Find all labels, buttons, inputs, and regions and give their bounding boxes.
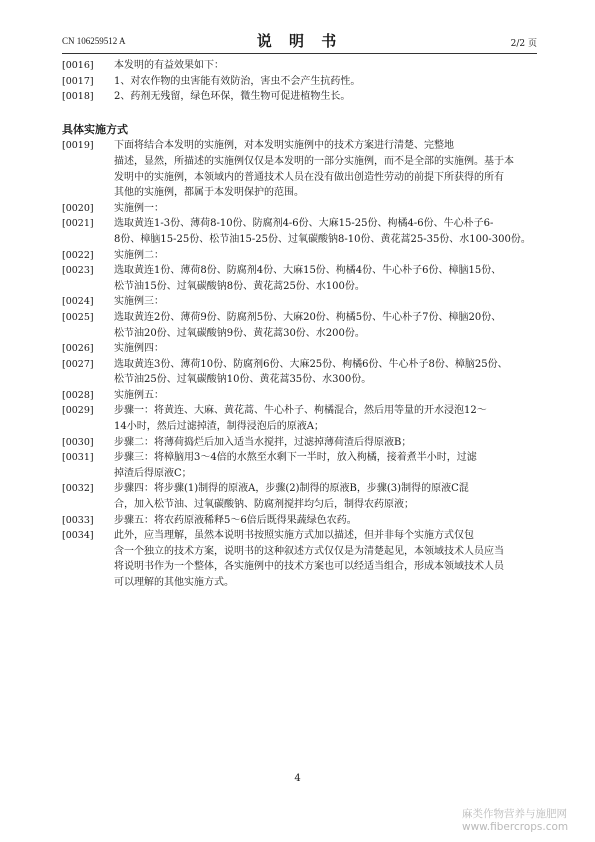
paragraph bbox=[62, 310, 537, 341]
paragraph-number: [0026] bbox=[62, 343, 94, 355]
paragraph-text: 2、药剂无残留，绿色环保，微生物可促进植物生长。 bbox=[114, 91, 351, 103]
paragraph-number: [0031] bbox=[62, 452, 94, 464]
paragraph bbox=[62, 74, 537, 90]
paragraph-number: [0024] bbox=[62, 296, 94, 308]
paragraph-text: 下面将结合本发明的实施例，对本发明实施例中的技术方案进行清楚、完整地 描述，显然，所描述的实施例仅仅是本发明的一部分实施例，而不是全部的实施例。基于本 发明中的实施例，本领域内的普通技术人员在没有做出创造性劳动的前提下所获得的所有 其他的实施例，都属于本发明保护的范围。 bbox=[114, 140, 514, 199]
patent-number: CN 106259512 A bbox=[62, 36, 126, 46]
paragraph-text: 1、对农作物的虫害能有效防治，害虫不会产生抗药性。 bbox=[114, 75, 361, 87]
paragraph-number: [0032] bbox=[62, 483, 94, 495]
paragraph bbox=[62, 403, 537, 434]
paragraph-number: [0025] bbox=[62, 311, 94, 323]
page-header bbox=[62, 26, 537, 52]
paragraph bbox=[62, 138, 537, 200]
paragraph-text: 实施例二： bbox=[114, 249, 164, 261]
paragraph-text: 步骤四：将步骤(1)制得的原液A，步骤(2)制得的原液B，步骤(3)制得的原液C混 合，加入松节油、过氧碳酸钠、防腐剂搅拌均匀后，制得农药原液； bbox=[114, 483, 469, 511]
paragraph-number: [0020] bbox=[62, 202, 94, 214]
paragraph bbox=[62, 89, 537, 105]
paragraph-text: 选取黄连1-3份、薄荷8-10份、防腐剂4-6份、大麻15-25份、枸橘4-6份、牛心朴子6- 8份、樟脑15-25份、松节油15-25份、过氧碳酸钠8-10份、黄花蒿25-35份、水100-300份。 bbox=[114, 218, 531, 245]
page-info: 2/2 页 bbox=[510, 39, 537, 49]
paragraph bbox=[62, 357, 537, 388]
paragraph-number: [0029] bbox=[62, 405, 94, 417]
paragraph-number: [0034] bbox=[62, 530, 94, 542]
paragraph-number: [0023] bbox=[62, 265, 94, 277]
paragraph-text: 实施例三： bbox=[114, 296, 164, 308]
paragraph-text: 步骤三：将樟脑用3～4倍的水熬至水剩下一半时，放入枸橘，接着煮半小时，过滤 掉渣后得原液C； bbox=[114, 452, 477, 479]
section-heading: 具体实施方式 bbox=[62, 122, 128, 136]
paragraph-text: 实施例五： bbox=[114, 389, 164, 401]
paragraph bbox=[62, 513, 537, 529]
watermark-title: 麻类作物营养与施肥网 bbox=[462, 808, 567, 820]
page-number: 4 bbox=[294, 773, 301, 784]
paragraph bbox=[62, 216, 537, 247]
paragraph bbox=[62, 58, 537, 74]
paragraph-text: 选取黄连3份、薄荷10份、防腐剂6份、大麻25份、枸橘6份、牛心朴子8份、樟脑25份、 松节油25份、过氧碳酸钠10份、黄花蒿35份、水300份。 bbox=[114, 358, 508, 386]
paragraph-number: [0030] bbox=[62, 436, 94, 448]
paragraph-number: [0021] bbox=[62, 218, 94, 230]
document-body bbox=[62, 58, 537, 591]
paragraph-number: [0033] bbox=[62, 514, 94, 526]
watermark bbox=[462, 808, 568, 834]
paragraph bbox=[62, 248, 537, 264]
embodiment-paragraphs bbox=[62, 138, 537, 590]
paragraph-text: 步骤一：将黄连、大麻、黄花蒿、牛心朴子、枸橘混合，然后用等量的开水浸泡12～ 14小时，然后过滤掉渣，制得浸泡后的原液A； bbox=[114, 405, 487, 433]
paragraph-text: 选取黄连2份、薄荷9份、防腐剂5份、大麻20份、枸橘5份、牛心朴子7份、樟脑20份、 松节油20份、过氧碳酸钠9份、黄花蒿30份、水200份。 bbox=[114, 311, 502, 339]
paragraph bbox=[62, 294, 537, 310]
paragraph-text: 实施例四： bbox=[114, 343, 164, 355]
paragraph-number: [0028] bbox=[62, 389, 94, 401]
paragraph-text: 此外，应当理解，虽然本说明书按照实施方式加以描述，但并非每个实施方式仅包 含一个独立的技术方案，说明书的这种叙述方式仅仅是为清楚起见，本领域技术人员应当 将说明书作为一个整体，各实施例中的技术方案也可以经适当组合，形成本领域技术人员 可以理解的其他实施方式。 bbox=[114, 530, 504, 588]
paragraph bbox=[62, 435, 537, 451]
watermark-url: www.fibercrops.com bbox=[462, 821, 569, 833]
paragraph bbox=[62, 450, 537, 481]
paragraph bbox=[62, 481, 537, 512]
paragraph-number: [0016] bbox=[62, 60, 94, 71]
paragraph-number: [0017] bbox=[62, 75, 94, 87]
paragraph-number: [0022] bbox=[62, 249, 94, 261]
header-divider bbox=[62, 53, 537, 54]
paragraph bbox=[62, 388, 537, 404]
paragraph-text: 实施例一： bbox=[114, 202, 164, 214]
paragraph-text: 步骤五：将农药原液稀释5～6倍后既得果蔬绿色农药。 bbox=[114, 514, 357, 526]
paragraph-text: 选取黄连1份、薄荷8份、防腐剂4份、大麻15份、枸橘4份、牛心朴子6份、樟脑15份、 松节油15份、过氧碳酸钠8份、黄花蒿25份、水100份。 bbox=[114, 265, 502, 292]
paragraph-number: [0027] bbox=[62, 358, 94, 370]
document-title: 说 明 书 bbox=[256, 32, 343, 50]
paragraph-text: 步骤二：将薄荷捣烂后加入适当水搅拌，过滤掉薄荷渣后得原液B； bbox=[114, 436, 412, 448]
paragraph bbox=[62, 341, 537, 357]
paragraph-text: 本发明的有益效果如下： bbox=[114, 60, 224, 71]
paragraph-number: [0018] bbox=[62, 91, 94, 103]
paragraph bbox=[62, 201, 537, 217]
paragraph-number: [0019] bbox=[62, 140, 94, 152]
intro-paragraphs bbox=[62, 58, 537, 105]
paragraph bbox=[62, 528, 537, 590]
paragraph bbox=[62, 263, 537, 294]
